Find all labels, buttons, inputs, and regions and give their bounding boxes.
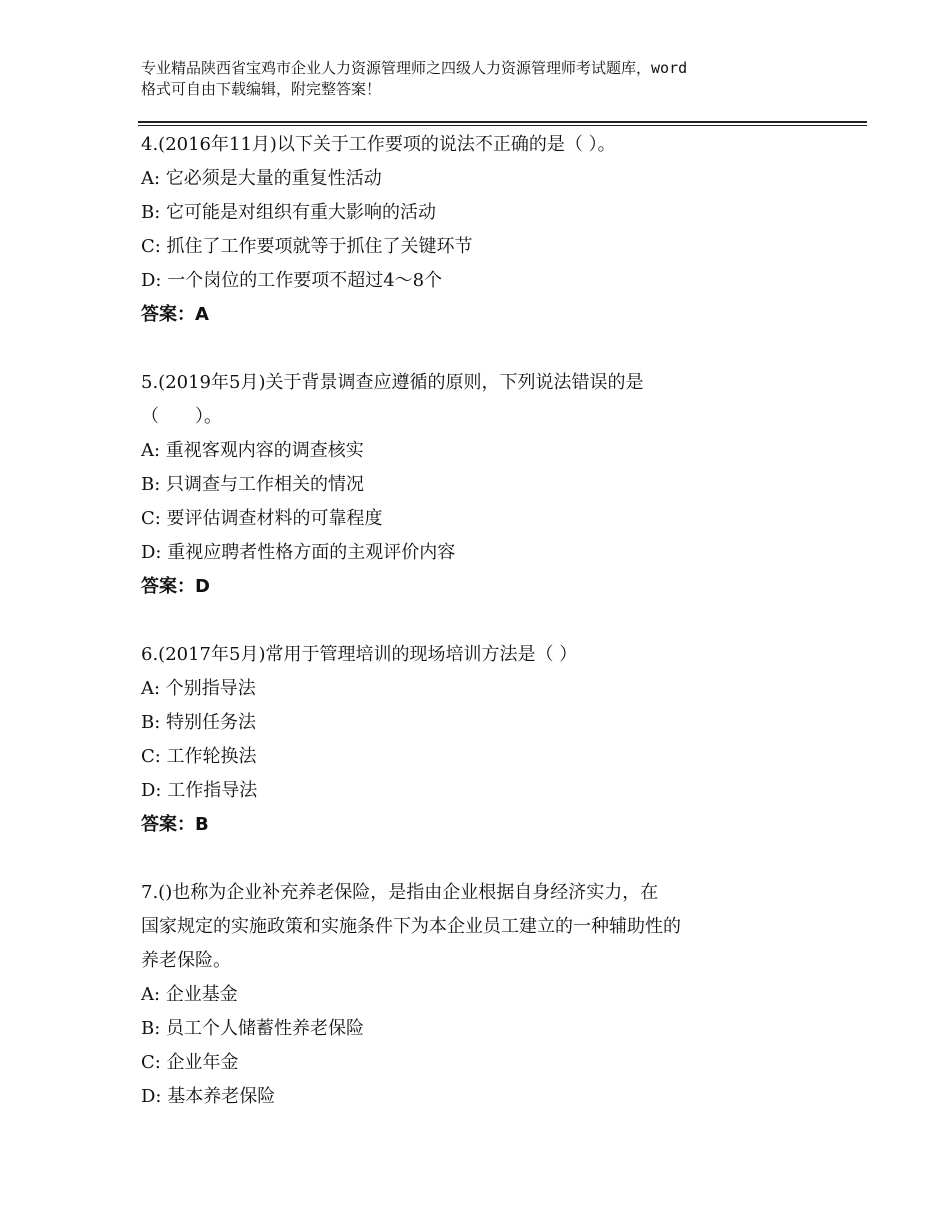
answer-line: 答案：D	[141, 576, 210, 597]
question-stem: 6.(2017年5月)常用于管理培训的现场培训方法是（ ）	[141, 644, 578, 665]
header-line-2: 格式可自由下载编辑，附完整答案！	[141, 80, 382, 98]
question-stem-line-1: 5.(2019年5月)关于背景调查应遵循的原则，下列说法错误的是	[141, 372, 644, 393]
option-c: C: 抓住了工作要项就等于抓住了关键环节	[141, 236, 473, 257]
question-stem: 4.(2016年11月)以下关于工作要项的说法不正确的是（ ）。	[141, 134, 616, 155]
option-a: A: 它必须是大量的重复性活动	[141, 168, 382, 189]
header-line-1: 专业精品陕西省宝鸡市企业人力资源管理师之四级人力资源管理师考试题库，word	[141, 59, 688, 77]
answer-line: 答案：B	[141, 814, 209, 835]
document-header	[141, 58, 841, 100]
option-c: C: 要评估调查材料的可靠程度	[141, 508, 383, 529]
question-7	[141, 876, 831, 1114]
header-divider	[138, 121, 867, 126]
option-a: A: 重视客观内容的调查核实	[141, 440, 364, 461]
question-stem-line-3: 养老保险。	[141, 950, 231, 971]
question-list	[141, 128, 831, 1148]
option-d: D: 重视应聘者性格方面的主观评价内容	[141, 542, 456, 563]
option-d: D: 一个岗位的工作要项不超过4～8个	[141, 270, 443, 291]
question-4	[141, 128, 831, 332]
option-a: A: 企业基金	[141, 984, 238, 1005]
option-b: B: 员工个人储蓄性养老保险	[141, 1018, 365, 1039]
option-c: C: 企业年金	[141, 1052, 239, 1073]
question-5	[141, 366, 831, 604]
option-d: D: 基本养老保险	[141, 1086, 276, 1107]
answer-line: 答案：A	[141, 304, 209, 325]
option-b: B: 特别任务法	[141, 712, 257, 733]
question-6	[141, 638, 831, 842]
option-b: B: 它可能是对组织有重大影响的活动	[141, 202, 437, 223]
question-stem-line-2: 国家规定的实施政策和实施条件下为本企业员工建立的一种辅助性的	[141, 916, 681, 937]
option-b: B: 只调查与工作相关的情况	[141, 474, 365, 495]
option-d: D: 工作指导法	[141, 780, 258, 801]
question-stem-line-2: （ ）。	[141, 406, 222, 427]
option-c: C: 工作轮换法	[141, 746, 257, 767]
question-stem-line-1: 7.()也称为企业补充养老保险，是指由企业根据自身经济实力，在	[141, 882, 659, 903]
option-a: A: 个别指导法	[141, 678, 256, 699]
